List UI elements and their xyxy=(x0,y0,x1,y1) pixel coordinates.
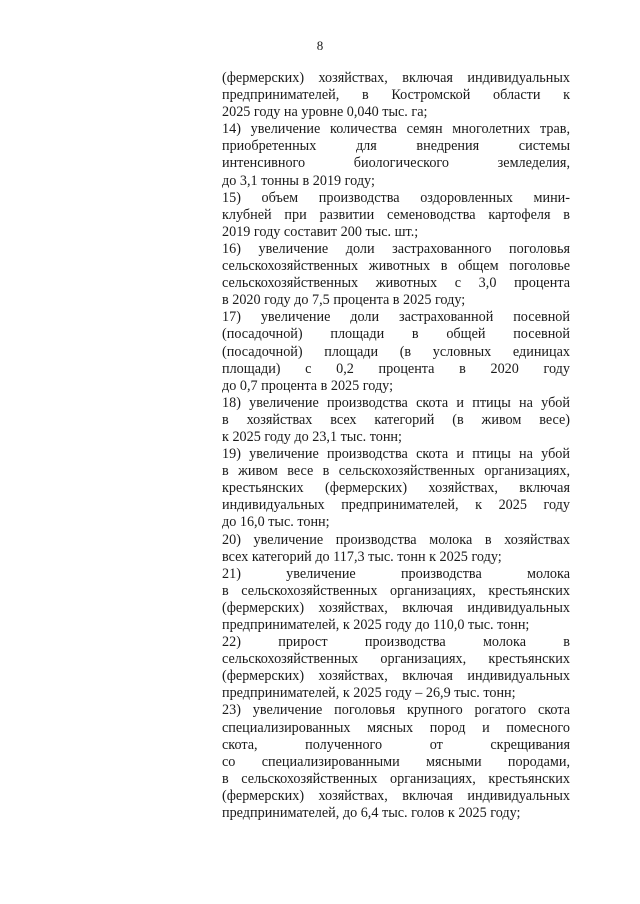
text-line: 21) увеличение производства молока xyxy=(222,565,570,582)
text-line: 14) увеличение количества семян многолетних трав, xyxy=(222,121,570,138)
text-line: специализированных мясных пород и помесного xyxy=(222,719,570,736)
text-line: индивидуальных предпринимателей, к 2025 году xyxy=(222,497,570,514)
text-line: (посадочной) площади в общей посевной xyxy=(222,326,570,343)
text-line: 2025 году на уровне 0,040 тыс. га; xyxy=(222,104,428,121)
text-line: предпринимателей, в Костромской области к xyxy=(222,87,570,104)
text-line: 19) увеличение производства скота и птицы на убой xyxy=(222,446,570,463)
list-paragraph xyxy=(222,395,570,446)
text-line: 17) увеличение доли застрахованной посевной xyxy=(222,309,570,326)
text-line: до 0,7 процента в 2025 году; xyxy=(222,377,394,394)
text-line: 16) увеличение доли застрахованного поголовья xyxy=(222,240,570,257)
text-line: крестьянских (фермерских) хозяйствах, включая xyxy=(222,480,570,497)
text-line: предпринимателей, до 6,4 тыс. голов к 2025 году; xyxy=(222,805,521,822)
text-line: к 2025 году до 23,1 тыс. тонн; xyxy=(222,428,402,445)
list-paragraph xyxy=(222,446,570,531)
text-line: (фермерских) хозяйствах, включая индивидуальных xyxy=(222,70,570,86)
list-paragraph xyxy=(222,532,570,566)
text-line: сельскохозяйственных животных с 3,0 процента xyxy=(222,275,570,292)
text-line: интенсивного биологического земледелия, xyxy=(222,155,570,172)
list-paragraph xyxy=(222,309,570,394)
list-paragraph xyxy=(222,241,570,309)
page-number: 8 xyxy=(316,38,324,53)
list-paragraph xyxy=(222,634,570,702)
list-paragraph xyxy=(222,702,570,822)
text-line: в 2020 году до 7,5 процента в 2025 году; xyxy=(222,292,466,309)
text-line: клубней при развитии семеноводства картофеля в xyxy=(222,206,570,223)
text-line: всех категорий до 117,3 тыс. тонн к 2025 году; xyxy=(222,548,502,565)
text-line: 22) прирост производства молока в xyxy=(222,634,570,651)
text-line: в хозяйствах всех категорий (в живом весе) xyxy=(222,411,570,428)
text-line: (посадочной) площади (в условных единицах xyxy=(222,343,570,360)
text-line: приобретенных для внедрения системы xyxy=(222,138,570,155)
text-line: до 3,1 тонны в 2019 году; xyxy=(222,172,375,189)
list-paragraph xyxy=(222,70,570,121)
text-line: 15) объем производства оздоровленных мини- xyxy=(222,189,570,206)
text-line: сельскохозяйственных организациях, крестьянских xyxy=(222,651,570,668)
text-line: 23) увеличение поголовья крупного рогатого скота xyxy=(222,702,570,719)
text-line: предпринимателей, к 2025 году до 110,0 тыс. тонн; xyxy=(222,617,530,633)
text-line: в сельскохозяйственных организациях, крестьянских xyxy=(222,582,570,599)
text-line: (фермерских) хозяйствах, включая индивидуальных xyxy=(222,787,570,804)
text-line: до 16,0 тыс. тонн; xyxy=(222,514,330,531)
text-line: в сельскохозяйственных организациях, крестьянских xyxy=(222,770,570,787)
list-paragraph xyxy=(222,566,570,634)
text-line: (фермерских) хозяйствах, включая индивидуальных xyxy=(222,668,570,685)
document-body xyxy=(222,70,570,822)
text-line: со специализированными мясными породами, xyxy=(222,753,570,770)
text-line: 18) увеличение производства скота и птицы на убой xyxy=(222,394,570,411)
text-line: сельскохозяйственных животных в общем поголовье xyxy=(222,258,570,275)
text-line: в живом весе в сельскохозяйственных организациях, xyxy=(222,463,570,480)
text-line: 2019 году составит 200 тыс. шт.; xyxy=(222,223,419,240)
text-line: площади) с 0,2 процента в 2020 году xyxy=(222,360,570,377)
list-paragraph xyxy=(222,121,570,189)
text-line: 20) увеличение производства молока в хозяйствах xyxy=(222,531,570,548)
text-line: скота, полученного от скрещивания xyxy=(222,736,570,753)
text-line: предпринимателей, к 2025 году – 26,9 тыс. тонн; xyxy=(222,685,516,702)
text-line: (фермерских) хозяйствах, включая индивидуальных xyxy=(222,599,570,616)
list-paragraph xyxy=(222,190,570,241)
